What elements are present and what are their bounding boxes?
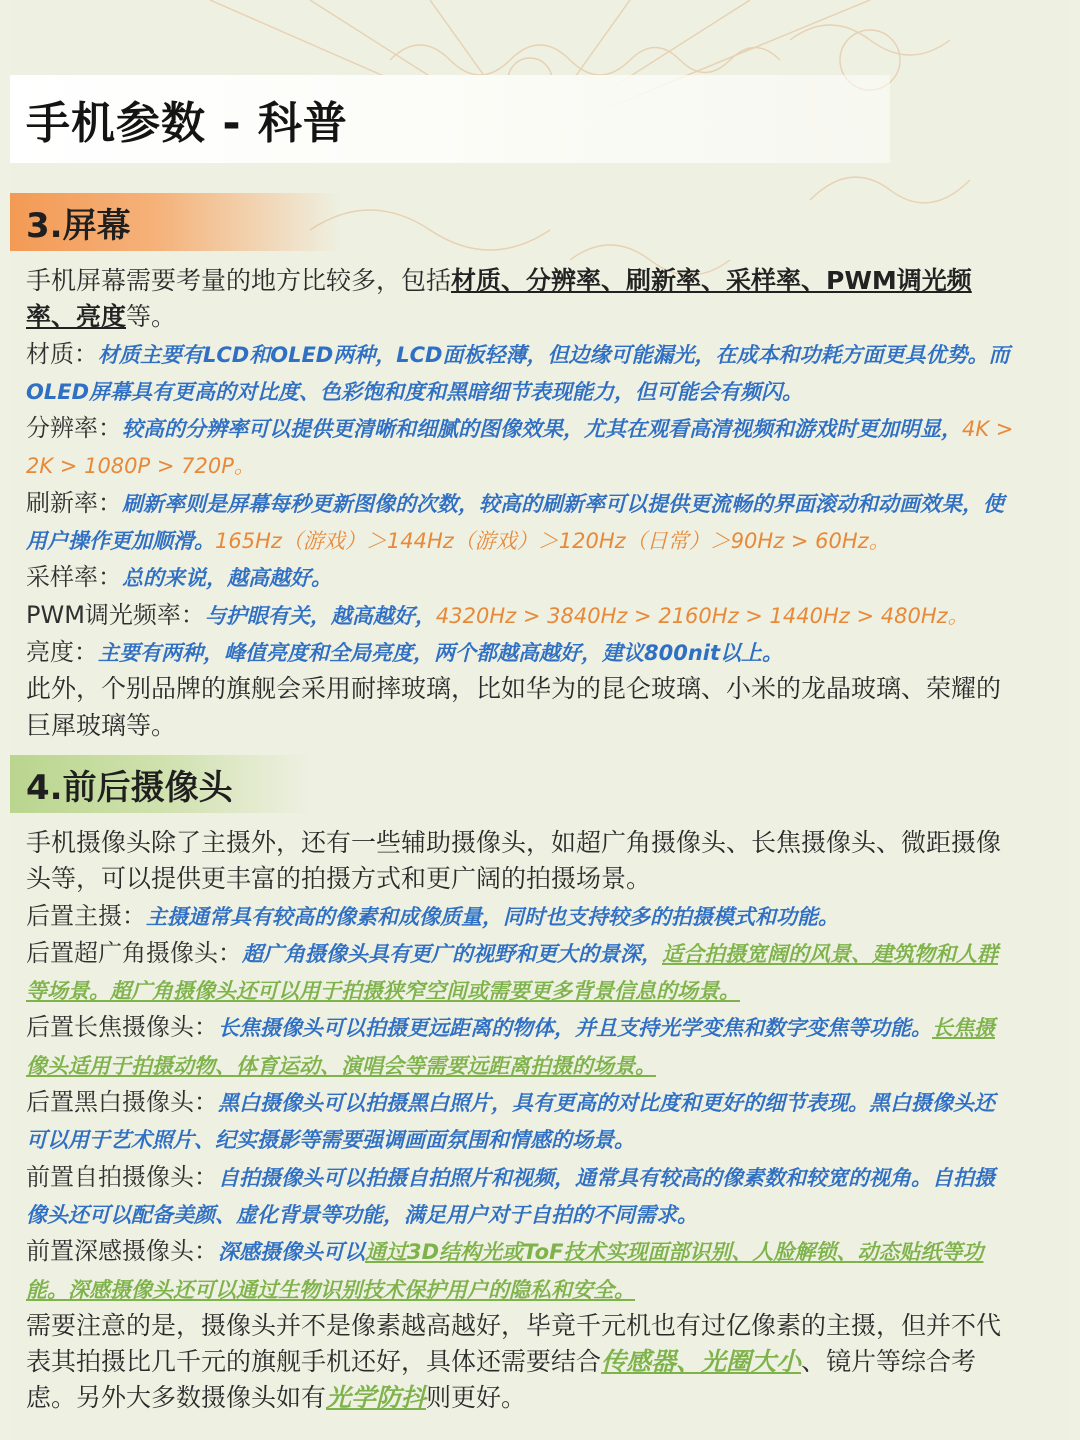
paragraph-line	[26, 559, 1056, 596]
paragraph-line	[26, 1233, 1056, 1270]
paragraph-line	[26, 1159, 1056, 1196]
blue-text: 可以用于艺术照片、纪实摄影等需要强调画面氛围和情感的场景。	[26, 1128, 635, 1153]
blue-text: 黑白摄像头可以拍摄黑白照片，具有更高的对比度和更好的细节表现。黑白摄像头还	[218, 1091, 995, 1116]
paragraph-line	[26, 263, 1056, 299]
text: 虑。另外大多数摄像头如有	[26, 1383, 327, 1413]
text: 、镜片等综合考	[801, 1347, 977, 1377]
paragraph-line	[26, 935, 1056, 972]
paragraph-line	[26, 336, 1056, 373]
section-heading-screen	[10, 193, 340, 251]
blue-text: OLED屏幕具有更高的对比度、色彩饱和度和黑暗细节表现能力，但可能会有频闪。	[26, 379, 804, 404]
paragraph-line	[26, 1344, 1056, 1380]
blue-text: 长焦摄像头可以拍摄更远距离的物体，并且支持光学变焦和数字变焦等功能。	[218, 1016, 932, 1041]
blue-text: 主摄通常具有较高的像素和成像质量，同时也支持较多的拍摄模式和功能。	[146, 904, 839, 929]
paragraph-line	[26, 522, 1056, 559]
blue-text: 主要有两种，峰值亮度和全局亮度，两个都越高越好，建议800nit以上。	[98, 640, 784, 665]
text: 需要注意的是，摄像头并不是像素越高越好，毕竟千元机也有过亿像素的主摄，但并不代	[26, 1310, 1002, 1340]
text: 则更好。	[426, 1383, 527, 1413]
paragraph-line	[26, 373, 1056, 410]
paragraph-line	[26, 972, 1056, 1009]
paragraph-line	[26, 1308, 1056, 1344]
orange-text: 4320Hz > 3840Hz > 2160Hz > 1440Hz > 480Hz。	[435, 603, 969, 628]
item-label: 采样率：	[26, 563, 122, 592]
blue-text: 较高的分辨率可以提供更清晰和细腻的图像效果，尤其在观看高清视频和游戏时更加明显，	[122, 417, 962, 442]
section-heading-camera	[10, 755, 310, 813]
page	[10, 0, 1070, 1440]
text: 手机摄像头除了主摄外，还有一些辅助摄像头，如超广角摄像头、长焦摄像头、微距摄像	[26, 828, 1002, 857]
blue-text: 与护眼有关，越高越好，	[204, 603, 436, 628]
section-title: 3.屏幕	[26, 205, 131, 246]
green-text: 传感器、光圈大小	[601, 1347, 802, 1377]
paragraph-line	[26, 898, 1056, 935]
emphasis-text: 率、亮度	[26, 302, 127, 332]
green-text: 能。深感摄像头还可以通过生物识别技术保护用户的隐私和安全。	[26, 1277, 635, 1302]
paragraph-line	[26, 708, 1056, 744]
blue-text: 超广角摄像头具有更广的视野和更大的景深，	[242, 941, 662, 966]
paragraph-line	[26, 299, 1056, 335]
title-bar	[10, 75, 890, 163]
green-text: 适合拍摄宽阔的风景、建筑物和人群	[662, 941, 998, 966]
green-text: 长焦摄	[932, 1016, 995, 1041]
paragraph-line	[26, 671, 1056, 707]
paragraph-line	[26, 1084, 1056, 1121]
orange-text: 2K > 1080P > 720P。	[26, 454, 255, 479]
item-label: PWM调光频率：	[26, 600, 205, 629]
item-label: 材质：	[26, 339, 98, 368]
paragraph-line	[26, 597, 1056, 634]
paragraph-line	[26, 1121, 1056, 1158]
paragraph-line	[26, 485, 1056, 522]
screen-section-body	[26, 263, 1056, 744]
paragraph-line	[26, 634, 1056, 671]
blue-text: 用户操作更加顺滑。	[26, 529, 215, 554]
blue-text: 像头还可以配备美颜、虚化背景等功能，满足用户对于自拍的不同需求。	[26, 1202, 698, 1227]
item-label: 后置黑白摄像头：	[26, 1088, 218, 1117]
green-text: 等场景。超广角摄像头还可以用于拍摄狭窄空间或需要更多背景信息的场景。	[26, 979, 740, 1004]
text: 此外，个别品牌的旗舰会采用耐摔玻璃，比如华为的昆仑玻璃、小米的龙晶玻璃、荣耀的	[26, 674, 1002, 704]
text: 手机屏幕需要考量的地方比较多，包括	[26, 266, 452, 295]
orange-text: 4K >	[962, 417, 1014, 442]
blue-text: 材质主要有LCD和OLED两种，LCD面板轻薄，但边缘可能漏光，在成本和功耗方面更具优势。而	[98, 342, 1010, 367]
text: 等。	[126, 302, 177, 332]
item-label: 刷新率：	[26, 488, 122, 517]
blue-text: 总的来说，越高越好。	[122, 566, 332, 591]
paragraph-line	[26, 825, 1056, 861]
camera-section-body	[26, 825, 1056, 1417]
emphasis-text: 材质、分辨率、刷新率、采样率、PWM调光频	[451, 266, 972, 295]
page-title: 手机参数 - 科普	[26, 98, 348, 149]
blue-text: 自拍摄像头可以拍摄自拍照片和视频，通常具有较高的像素数和较宽的视角。自拍摄	[218, 1165, 995, 1190]
item-label: 亮度：	[26, 637, 98, 666]
paragraph-line	[26, 447, 1056, 484]
green-text: 像头适用于拍摄动物、体育运动、演唱会等需要远距离拍摄的场景。	[26, 1053, 656, 1078]
text: 表其拍摄比几千元的旗舰手机还好，具体还需要结合	[26, 1347, 602, 1377]
item-label: 前置自拍摄像头：	[26, 1162, 218, 1191]
paragraph-line	[26, 1271, 1056, 1308]
paragraph-line	[26, 861, 1056, 897]
paragraph-line	[26, 410, 1056, 447]
paragraph-line	[26, 1009, 1056, 1046]
paragraph-line	[26, 1196, 1056, 1233]
text: 巨犀玻璃等。	[26, 710, 177, 740]
item-label: 后置超广角摄像头：	[26, 938, 242, 967]
blue-text: 深感摄像头可以	[218, 1240, 365, 1265]
blue-text: 刷新率则是屏幕每秒更新图像的次数，较高的刷新率可以提供更流畅的界面滚动和动画效果，使	[122, 491, 1004, 516]
item-label: 后置主摄：	[26, 901, 146, 930]
item-label: 分辨率：	[26, 414, 122, 443]
section-title: 4.前后摄像头	[26, 767, 233, 808]
paragraph-line	[26, 1380, 1056, 1416]
text: 头等，可以提供更丰富的拍摄方式和更广阔的拍摄场景。	[26, 864, 652, 894]
green-text: 光学防抖	[326, 1383, 427, 1413]
green-text: 通过3D结构光或ToF技术实现面部识别、人脸解锁、动态贴纸等功	[365, 1240, 984, 1265]
item-label: 前置深感摄像头：	[26, 1237, 218, 1266]
paragraph-line	[26, 1047, 1056, 1084]
orange-text: 165Hz（游戏）＞144Hz（游戏）＞120Hz（日常）＞90Hz > 60Hz。	[215, 529, 890, 554]
item-label: 后置长焦摄像头：	[26, 1013, 218, 1042]
